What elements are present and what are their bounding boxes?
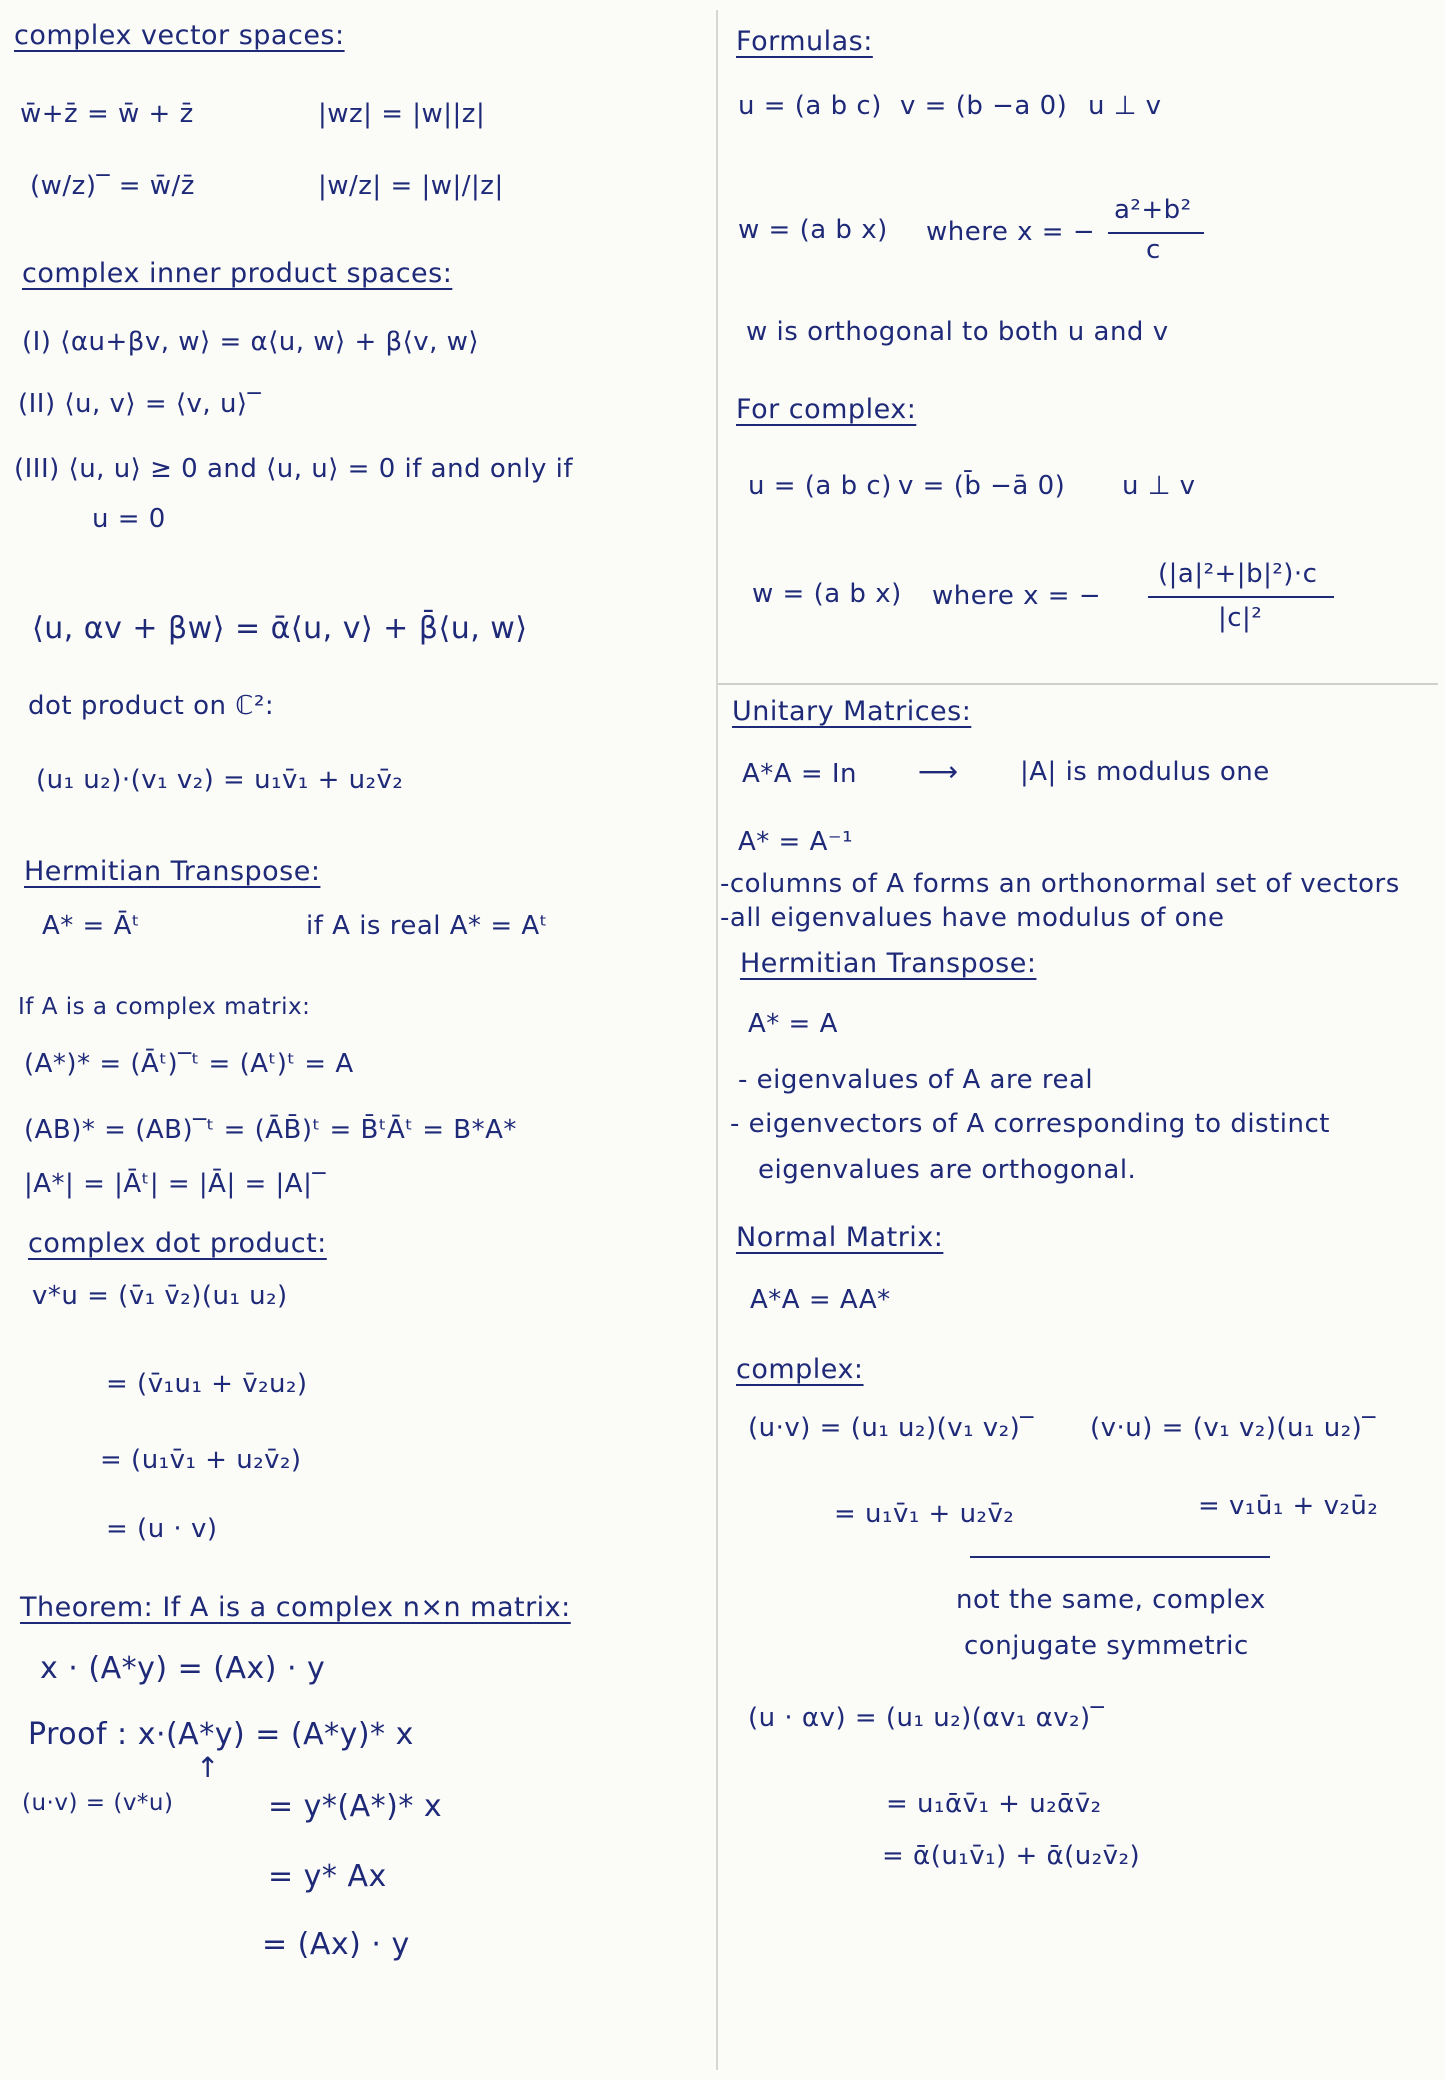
heading-unitary: Unitary Matrices:	[732, 696, 972, 727]
prop-product-star: (AB)* = (AB)‾ᵗ = (ĀB̄)ᵗ = B̄ᵗĀᵗ = B*A*	[24, 1115, 517, 1145]
hermitian-bullet-2-cont: eigenvalues are orthogonal.	[758, 1155, 1137, 1185]
eq-conj-sum: w̄+z̄ = w̄ + z̄	[20, 99, 194, 129]
heading-inner-product: complex inner product spaces:	[22, 258, 453, 289]
hermitian-real: if A is real A* = Aᵗ	[306, 911, 548, 941]
unitary-bullet-2: -all eigenvalues have modulus of one	[720, 903, 1225, 933]
complex-uv: (u·v) = (u₁ u₂)(v₁ v₂)‾	[748, 1413, 1034, 1443]
formula-w: w = (a b x)	[738, 215, 888, 245]
conjugate-linearity: ⟨u, αv + βw⟩ = ᾱ⟨u, v⟩ + β̄⟨u, w⟩	[32, 611, 528, 646]
heading-complex-vector-spaces: complex vector spaces:	[14, 20, 345, 51]
proof-step-2: = y* Ax	[268, 1859, 387, 1894]
prop-double-star: (A*)* = (Āᵗ)‾ᵗ = (Aᵗ)ᵗ = A	[24, 1049, 354, 1079]
complex-where: where x = −	[932, 581, 1102, 611]
complex-dot-line-1: v*u = (v̄₁ v̄₂)(u₁ u₂)	[32, 1281, 288, 1311]
eq-mod-product: |wz| = |w||z|	[318, 99, 486, 129]
fraction-bar-complex	[1148, 596, 1334, 598]
heading-complex-right: complex:	[736, 1354, 864, 1385]
proof-line-1: Proof : x·(A*y) = (A*y)* x	[28, 1717, 414, 1752]
complex-w: w = (a b x)	[752, 579, 902, 609]
orthogonal-note: w is orthogonal to both u and v	[746, 317, 1169, 347]
arrow-up-icon: ↑	[196, 1751, 220, 1784]
formula-numerator: a²+b²	[1114, 195, 1192, 225]
hermitian-def: A* = Āᵗ	[42, 911, 141, 941]
arrow-right-icon: ⟶	[918, 755, 959, 788]
heading-for-complex: For complex:	[736, 394, 917, 425]
proof-note: (u·v) = (v*u)	[22, 1790, 174, 1816]
heading-complex-matrix: If A is a complex matrix:	[18, 994, 311, 1020]
normal-eq: A*A = AA*	[750, 1285, 891, 1315]
heading-normal: Normal Matrix:	[736, 1222, 944, 1253]
left-column	[0, 0, 718, 2080]
hermitian-bullet-1: - eigenvalues of A are real	[738, 1065, 1094, 1095]
compare-bracket	[970, 1556, 1270, 1558]
unitary-bullet-1: -columns of A forms an orthonormal set of vectors	[720, 869, 1400, 899]
conjugate-symmetric-note: conjugate symmetric	[964, 1631, 1249, 1661]
formula-denominator: c	[1146, 235, 1161, 265]
not-same-note: not the same, complex	[956, 1585, 1266, 1615]
axiom-2: (II) ⟨u, v⟩ = ⟨v, u⟩‾	[18, 389, 262, 419]
formula-where: where x = −	[926, 217, 1096, 247]
complex-v: v = (b̄ −ā 0)	[898, 471, 1066, 501]
right-column	[718, 0, 1445, 2080]
complex-dot-line-3: = (u₁v̄₁ + u₂v̄₂)	[100, 1445, 302, 1475]
unitary-eq: A*A = In	[742, 759, 858, 789]
complex-perp: u ⊥ v	[1122, 471, 1196, 501]
complex-dot-line-4: = (u · v)	[106, 1514, 218, 1544]
complex-vu-result: = v₁ū₁ + v₂ū₂	[1198, 1491, 1379, 1521]
complex-vu: (v·u) = (v₁ v₂)(u₁ u₂)‾	[1090, 1413, 1376, 1443]
axiom-3: (III) ⟨u, u⟩ ≥ 0 and ⟨u, u⟩ = 0 if and only if	[14, 454, 573, 484]
eq-mod-quotient: |w/z| = |w|/|z|	[318, 171, 504, 201]
complex-denominator: |c|²	[1218, 603, 1263, 633]
heading-hermitian-left: Hermitian Transpose:	[24, 856, 321, 887]
formula-perp: u ⊥ v	[1088, 91, 1162, 121]
complex-alpha: (u · αv) = (u₁ u₂)(αv₁ αv₂)‾	[748, 1703, 1105, 1733]
complex-dot-line-2: = (v̄₁u₁ + v̄₂u₂)	[106, 1369, 308, 1399]
formula-u: u = (a b c)	[738, 91, 882, 121]
heading-complex-dot: complex dot product:	[28, 1228, 327, 1259]
fraction-bar	[1108, 232, 1204, 234]
heading-theorem: Theorem: If A is a complex n×n matrix:	[20, 1592, 571, 1623]
hermitian-eq: A* = A	[748, 1009, 838, 1039]
complex-alpha-step-2: = ᾱ(u₁v̄₁) + ᾱ(u₂v̄₂)	[882, 1841, 1141, 1871]
unitary-modulus: |A| is modulus one	[1020, 757, 1270, 787]
complex-u: u = (a b c)	[748, 471, 892, 501]
eq-conj-quotient: (w/z)‾ = w̄/z̄	[30, 171, 195, 201]
complex-alpha-step-1: = u₁ᾱv̄₁ + u₂ᾱv̄₂	[886, 1789, 1102, 1819]
complex-numerator: (|a|²+|b|²)·c	[1158, 559, 1318, 589]
unitary-inverse: A* = A⁻¹	[738, 827, 854, 857]
axiom-1: (I) ⟨αu+βv, w⟩ = α⟨u, w⟩ + β⟨v, w⟩	[22, 327, 480, 357]
heading-dot-c2: dot product on ℂ²:	[28, 691, 275, 721]
hermitian-bullet-2: - eigenvectors of A corresponding to distinct	[730, 1109, 1330, 1139]
heading-formulas: Formulas:	[736, 26, 873, 57]
heading-hermitian-right: Hermitian Transpose:	[740, 948, 1037, 979]
theorem-statement: x · (A*y) = (Ax) · y	[40, 1651, 326, 1686]
complex-uv-result: = u₁v̄₁ + u₂v̄₂	[834, 1499, 1015, 1529]
prop-determinant: |A*| = |Āᵗ| = |Ā| = |A|‾	[24, 1169, 326, 1199]
proof-step-3: = (Ax) · y	[262, 1927, 410, 1962]
formula-v: v = (b −a 0)	[900, 91, 1068, 121]
axiom-3-cont: u = 0	[92, 504, 166, 534]
dot-c2-formula: (u₁ u₂)·(v₁ v₂) = u₁v̄₁ + u₂v̄₂	[36, 765, 404, 795]
proof-step-1: = y*(A*)* x	[268, 1789, 443, 1824]
